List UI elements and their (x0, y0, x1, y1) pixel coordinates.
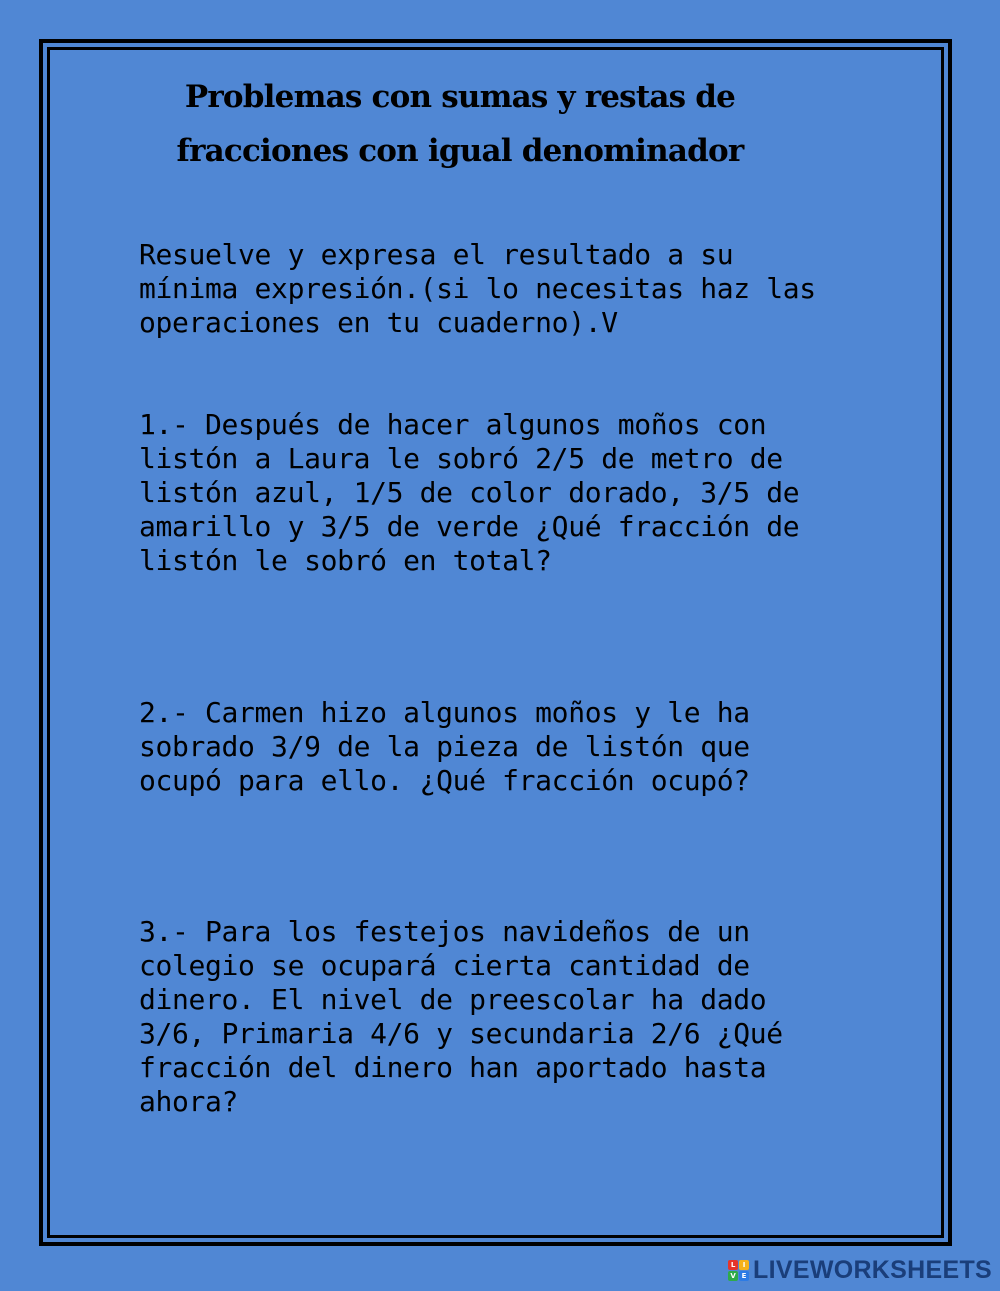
logo-letter-l: L (728, 1260, 738, 1270)
logo-wordmark: LIVEWORKSHEETS (753, 1255, 992, 1284)
liveworksheets-logo (728, 1256, 992, 1284)
logo-letter-i: I (739, 1260, 749, 1270)
logo-letter-e: E (739, 1271, 749, 1281)
instructions-text: Resuelve y expresa el resultado a su mínima expresión.(si lo necesitas haz las operaciones en tu cuaderno).V (139, 238, 816, 339)
live-blocks-icon (728, 1260, 749, 1281)
problem-1-text: 1.- Después de hacer algunos moños con listón a Laura le sobró 2/5 de metro de listón azul, 1/5 de color dorado, 3/5 de amarillo y 3/5 de verde ¿Qué fracción de listón le sobró en total? (139, 408, 800, 577)
logo-letter-v: V (728, 1271, 738, 1281)
problem-3-text: 3.- Para los festejos navideños de un colegio se ocupará cierta cantidad de dinero. El nivel de preescolar ha dado 3/6, Primaria 4/6 y secundaria 2/6 ¿Qué fracción del dinero han aportado hasta ahora? (139, 915, 783, 1118)
problem-2-text: 2.- Carmen hizo algunos moños y le ha sobrado 3/9 de la pieza de listón que ocupó para ello. ¿Qué fracción ocupó? (139, 696, 750, 797)
worksheet-title: Problemas con sumas y restas de fracciones con igual denominador (176, 79, 744, 169)
